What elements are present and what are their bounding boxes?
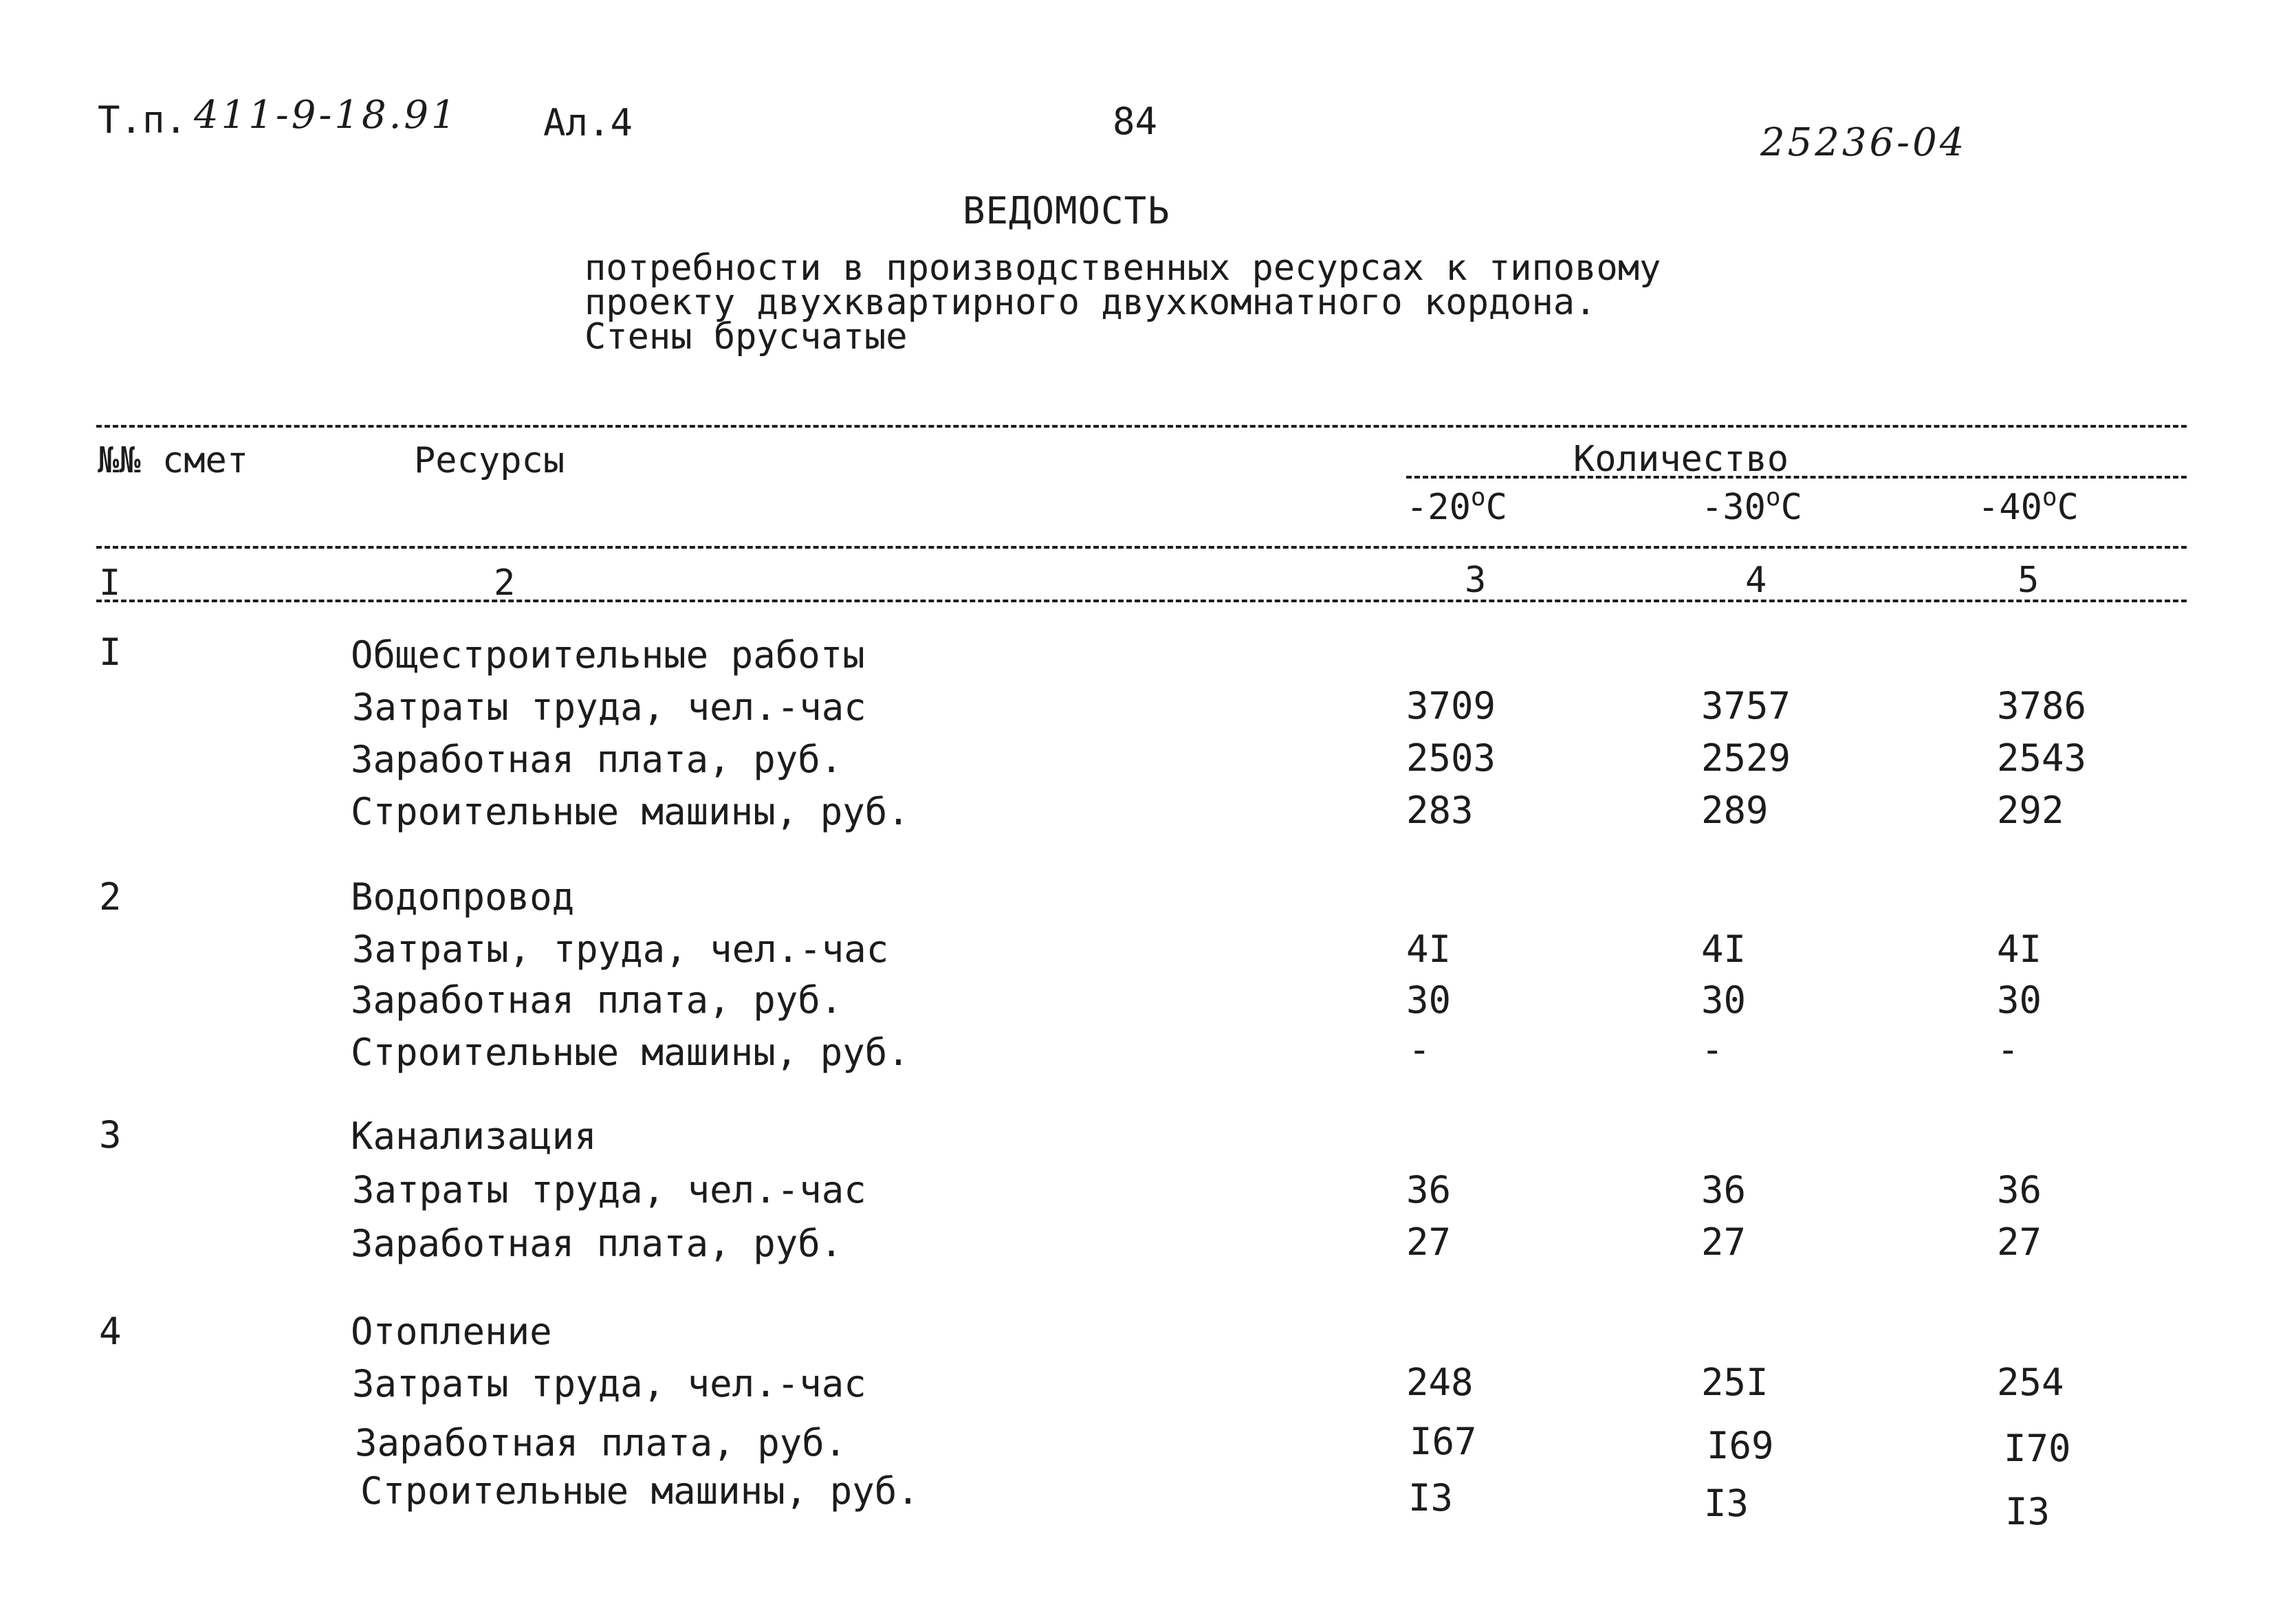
section-title: Водопровод xyxy=(351,875,575,919)
resource-label: Строительные машины, руб. xyxy=(351,790,910,833)
resource-label: Строительные машины, руб. xyxy=(360,1469,919,1513)
resource-label: Заработная плата, руб. xyxy=(351,978,843,1022)
title-line-2: проекту двухквартирного двухкомнатного кордона. xyxy=(584,282,1597,323)
temp-header-minus20 xyxy=(1406,483,1507,528)
tp-prefix: Т.п. xyxy=(98,98,188,142)
resource-label: Строительные машины, руб. xyxy=(351,1031,910,1074)
column-header-estimate: №№ смет xyxy=(98,440,249,481)
value-minus30: - xyxy=(1701,1028,1724,1071)
value-minus40: 30 xyxy=(1997,978,2042,1022)
value-minus40: - xyxy=(1997,1028,2020,1071)
inventory-number: 25236-04 xyxy=(1760,120,1967,165)
value-minus20: I3 xyxy=(1408,1476,1454,1519)
title-line-1: потребности в производственных ресурсах к типовому xyxy=(584,248,1661,289)
value-minus40: 254 xyxy=(1997,1361,2064,1404)
value-minus20: 3709 xyxy=(1406,684,1496,727)
value-minus40: I3 xyxy=(2005,1490,2051,1533)
quantity-subheader-rule xyxy=(1406,476,2187,479)
degree-mark: o xyxy=(2042,483,2057,512)
column-number-2: 2 xyxy=(494,562,516,604)
value-minus30: 36 xyxy=(1701,1168,1747,1211)
temp-unit: C xyxy=(1780,487,1802,528)
value-minus20: 27 xyxy=(1406,1220,1452,1264)
column-header-resources: Ресурсы xyxy=(414,440,565,481)
section-title: Отопление xyxy=(351,1310,552,1353)
value-minus20: 283 xyxy=(1406,789,1474,832)
value-minus40: 292 xyxy=(1997,789,2064,832)
value-minus20: 36 xyxy=(1406,1168,1452,1211)
column-number-5: 5 xyxy=(2018,560,2040,601)
value-minus30: 27 xyxy=(1701,1220,1747,1264)
resource-label: Затраты труда, чел.-час xyxy=(352,1362,866,1405)
column-number-4: 4 xyxy=(1745,560,1767,601)
value-minus40: 36 xyxy=(1997,1168,2042,1211)
temp-header-minus40 xyxy=(1978,483,2079,528)
page-number: 84 xyxy=(1113,100,1158,143)
value-minus20: 2503 xyxy=(1406,736,1496,780)
value-minus40: 3786 xyxy=(1997,684,2087,727)
value-minus40: 2543 xyxy=(1997,736,2087,780)
resource-label: Заработная плата, руб. xyxy=(351,738,843,781)
column-header-quantity: Количество xyxy=(1573,439,1789,480)
degree-mark: o xyxy=(1765,483,1781,512)
value-minus30: I3 xyxy=(1704,1482,1749,1525)
value-minus20: 248 xyxy=(1406,1361,1474,1404)
degree-mark: o xyxy=(1470,483,1486,512)
title-line-3: Стены брусчатые xyxy=(584,316,908,358)
temp-value: -20 xyxy=(1406,487,1471,528)
section-title: Общестроительные работы xyxy=(351,633,865,677)
value-minus30: 289 xyxy=(1701,789,1769,832)
album-number: Ал.4 xyxy=(543,101,633,144)
section-number: 3 xyxy=(99,1113,122,1156)
column-number-3: 3 xyxy=(1465,560,1487,601)
resource-label: Затраты труда, чел.-час xyxy=(352,685,866,729)
value-minus30: 2529 xyxy=(1701,736,1791,780)
tp-number: 411-9-18.91 xyxy=(194,93,459,138)
resource-label: Затраты, труда, чел.-час xyxy=(352,928,889,971)
temp-unit: C xyxy=(2057,487,2079,528)
value-minus30: I69 xyxy=(1707,1424,1774,1467)
temp-unit: C xyxy=(1485,487,1507,528)
temp-header-minus30 xyxy=(1701,483,1802,528)
section-number: I xyxy=(99,630,122,674)
temp-value: -40 xyxy=(1978,487,2042,528)
column-number-1: I xyxy=(99,562,121,604)
header-bottom-rule xyxy=(96,600,2187,602)
value-minus20: - xyxy=(1408,1028,1431,1071)
resource-label: Затраты труда, чел.-час xyxy=(352,1168,866,1211)
value-minus30: 30 xyxy=(1701,978,1747,1022)
value-minus40: 4I xyxy=(1997,928,2042,971)
resource-label: Заработная плата, руб. xyxy=(355,1421,847,1464)
value-minus20: 4I xyxy=(1406,928,1452,971)
value-minus20: 30 xyxy=(1406,978,1452,1022)
header-middle-rule xyxy=(96,546,2187,549)
section-number: 4 xyxy=(99,1310,122,1353)
document-title: ВЕДОМОСТЬ xyxy=(963,189,1170,232)
value-minus30: 25I xyxy=(1701,1361,1769,1404)
value-minus30: 4I xyxy=(1701,928,1747,971)
header-top-rule xyxy=(96,425,2187,428)
section-number: 2 xyxy=(99,875,122,919)
value-minus30: 3757 xyxy=(1701,684,1791,727)
temp-value: -30 xyxy=(1701,487,1766,528)
value-minus20: I67 xyxy=(1410,1420,1477,1463)
section-title: Канализация xyxy=(351,1115,597,1158)
value-minus40: 27 xyxy=(1997,1220,2042,1264)
value-minus40: I70 xyxy=(2004,1427,2071,1470)
resource-label: Заработная плата, руб. xyxy=(351,1222,843,1265)
